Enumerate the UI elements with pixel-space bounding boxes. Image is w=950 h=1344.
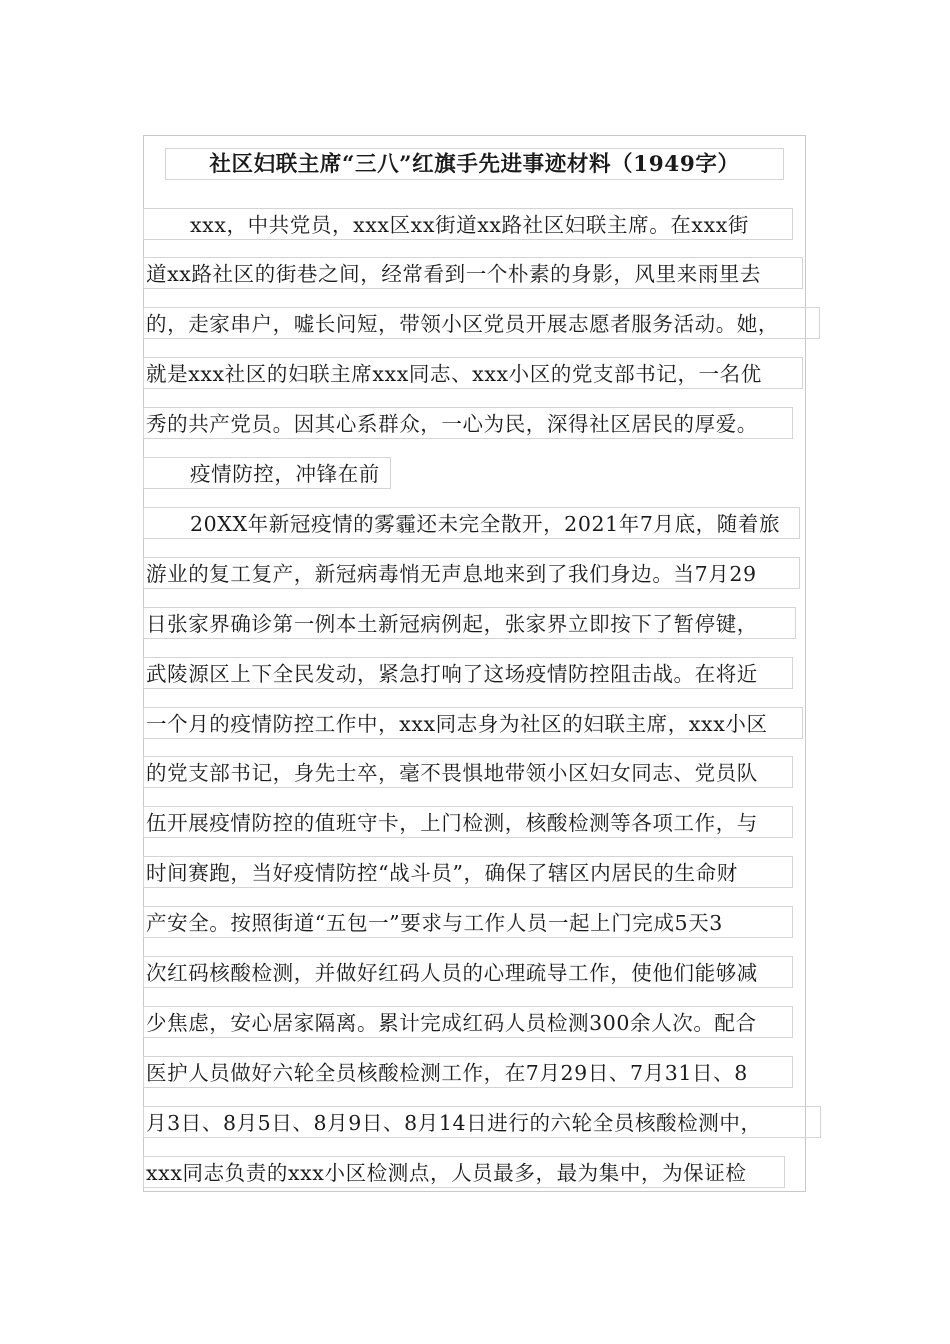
text-line: 秀的共产党员。因其心系群众，一心为民，深得社区居民的厚爱。 <box>143 407 793 439</box>
text-line: 次红码核酸检测，并做好红码人员的心理疏导工作，使他们能够减 <box>143 956 793 988</box>
text-line: 医护人员做好六轮全员核酸检测工作，在7月29日、7月31日、8 <box>143 1056 793 1088</box>
text-line: 月3日、8月5日、8月9日、8月14日进行的六轮全员核酸检测中， <box>143 1106 821 1138</box>
text-line: 的，走家串户，嘘长问短，带领小区党员开展志愿者服务活动。她， <box>143 307 820 339</box>
text-line: 产安全。按照街道“五包一”要求与工作人员一起上门完成5天3 <box>143 906 793 938</box>
text-line: 的党支部书记，身先士卒，毫不畏惧地带领小区妇女同志、党员队 <box>143 756 793 788</box>
text-line: 一个月的疫情防控工作中，xxx同志身为社区的妇联主席，xxx小区 <box>143 707 803 739</box>
section-heading: 疫情防控，冲锋在前 <box>143 457 391 489</box>
text-line: 道xx路社区的街巷之间，经常看到一个朴素的身影，风里来雨里去 <box>143 257 803 289</box>
text-line: 就是xxx社区的妇联主席xxx同志、xxx小区的党支部书记，一名优 <box>143 357 803 389</box>
text-line: 伍开展疫情防控的值班守卡，上门检测，核酸检测等各项工作，与 <box>143 806 793 838</box>
text-line: xxx同志负责的xxx小区检测点，人员最多，最为集中，为保证检 <box>143 1156 785 1188</box>
document-title: 社区妇联主席“三八”红旗手先进事迹材料（1949字） <box>165 148 784 180</box>
text-line: 少焦虑，安心居家隔离。累计完成红码人员检测300余人次。配合 <box>143 1006 793 1038</box>
text-line: 武陵源区上下全民发动，紧急打响了这场疫情防控阻击战。在将近 <box>143 657 793 689</box>
text-line: 20XX年新冠疫情的雾霾还未完全散开，2021年7月底，随着旅 <box>143 507 800 539</box>
text-line: 游业的复工复产，新冠病毒悄无声息地来到了我们身边。当7月29 <box>143 557 800 589</box>
text-line: 时间赛跑，当好疫情防控“战斗员”，确保了辖区内居民的生命财 <box>143 856 793 888</box>
text-line: xxx，中共党员，xxx区xx街道xx路社区妇联主席。在xxx街 <box>143 208 793 240</box>
text-line: 日张家界确诊第一例本土新冠病例起，张家界立即按下了暂停键， <box>143 607 796 639</box>
